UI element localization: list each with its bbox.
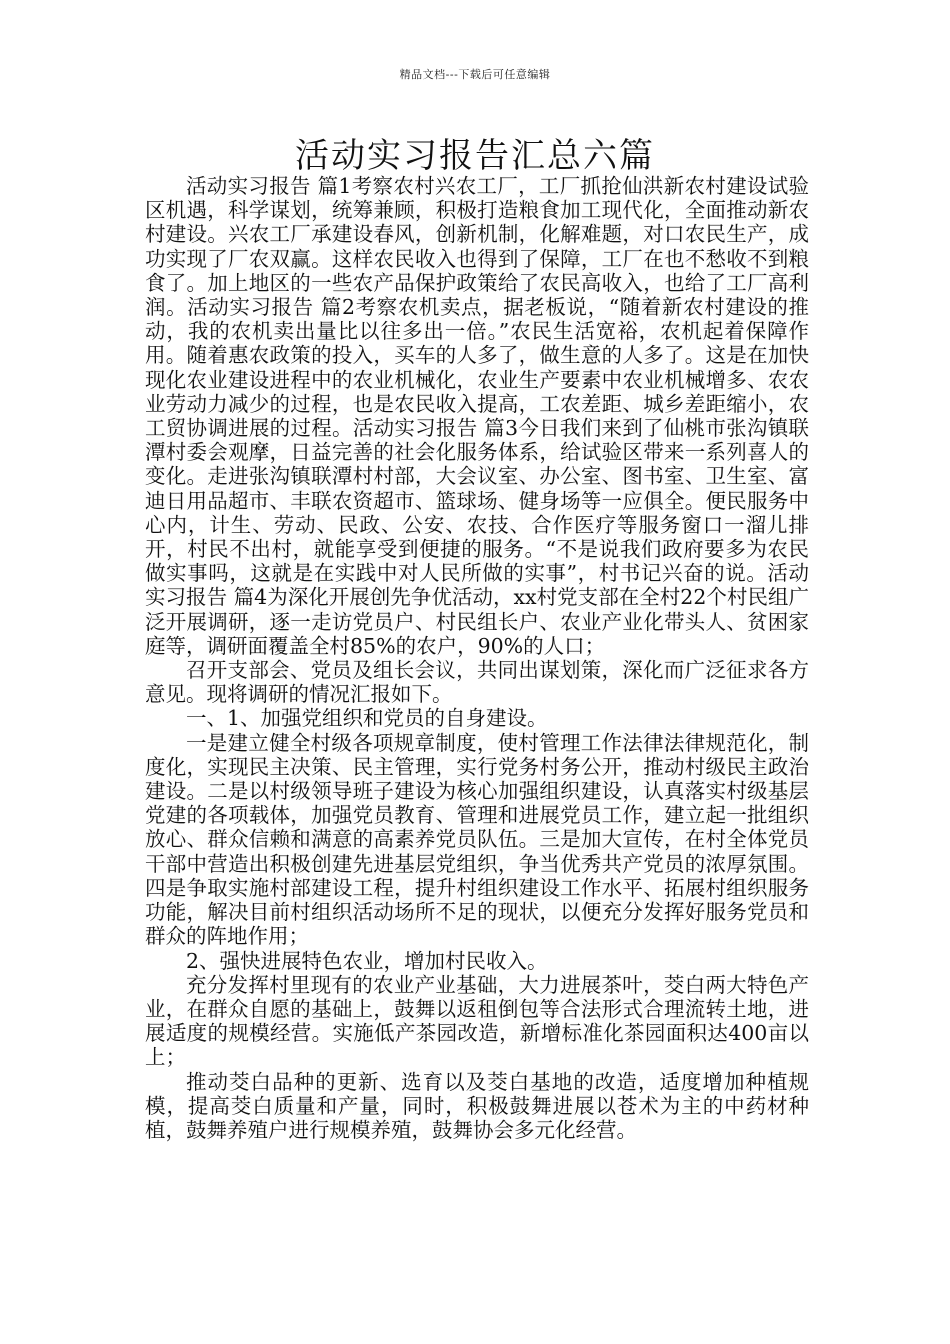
header-note: 精品文档---下载后可任意编辑: [399, 68, 551, 81]
paragraph-party-building: 一是建立健全村级各项规章制度，使村管理工作法律法律规范化，制度化，实现民主决策、民主管理，实行党务村务公开，推动村级民主政治建设。二是以村级领导班子建设为核心加强组织建设，认真落实村级基层党建的各项载体，加强党员教育、管理和进展党员工作，建立起一批组织放心、群众信赖和满意的高素养党员队伍。三是加大宣传，在村全体党员干部中营造出积极创建先进基层党组织，争当优秀共产党员的浓厚氛围。四是争取实施村部建设工程，提升村组织建设工作水平、拓展村组织服务功能，解决目前村组织活动场所不足的现状，以便充分发挥好服务党员和群众的阵地作用；: [145, 730, 809, 949]
paragraph-tea-industry: 充分发挥村里现有的农业产业基础，大力进展茶叶，茭白两大特色产业，在群众自愿的基础上，鼓舞以返租倒包等合法形式合理流转土地，进展适度的规模经营。实施低产茶园改造，新增标准化茶园面积达400亩以上；: [145, 972, 809, 1070]
section-heading-agriculture: 2、强快进展特色农业，增加村民收入。: [186, 948, 548, 973]
document-body: [145, 174, 809, 1142]
paragraph-water-bamboo: 推动茭白品种的更新、选育以及茭白基地的改造，适度增加种植规模，提高茭白质量和产量，同时，积极鼓舞进展以苍术为主的中药材种植，鼓舞养殖户进行规模养殖，鼓舞协会多元化经营。: [145, 1069, 809, 1142]
section-heading-party-building: 一、1、加强党组织和党员的自身建设。: [186, 706, 548, 731]
paragraph-reports: 活动实习报告 篇1考察农村兴农工厂，工厂抓抢仙洪新农村建设试验区机遇，科学谋划，统筹兼顾，积极打造粮食加工现代化，全面推动新农村建设。兴农工厂承建设春风，创新机制，化解难题，对口农民生产，成功实现了厂农双赢。这样农民收入也得到了保障，工厂在也不愁收不到粮食了。加上地区的一些农产品保护政策给了农民高收入，也给了工厂高利润。活动实习报告 篇2考察农机卖点，据老板说，“随着新农村建设的推动，我的农机卖出量比以往多出一倍。”农民生活宽裕，农机起着保障作用。随着惠农政策的投入，买车的人多了，做生意的人多了。这是在加快现化农业建设进程中的农业机械化，农业生产要素中农业机械增多、农农业劳动力减少的过程，也是农民收入提高，工农差距、城乡差距缩小，农工贸协调进展的过程。活动实习报告 篇3今日我们来到了仙桃市张沟镇联潭村委会观摩，日益完善的社会化服务体系，给试验区带来一系列喜人的变化。走进张沟镇联潭村村部，大会议室、办公室、图书室、卫生室、富迪日用品超市、丰联农资超市、篮球场、健身场等一应俱全。便民服务中心内，计生、劳动、民政、公安、农技、合作医疗等服务窗口一溜儿排开，村民不出村，就能享受到便捷的服务。“不是说我们政府要多为农民做实事吗，这就是在实践中对人民所做的实事”，村书记兴奋的说。活动实习报告 篇4为深化开展创先争优活动，xx村党支部在全村22个村民组广泛开展调研，逐一走访党员户、村民组长户、农业产业化带头人、贫困家庭等，调研面覆盖全村85%的农户，90%的人口；: [145, 174, 809, 658]
paragraph-meeting: 召开支部会、党员及组长会议，共同出谋划策，深化而广泛征求各方意见。现将调研的情况汇报如下。: [145, 658, 809, 707]
document-title: 活动实习报告汇总六篇: [295, 136, 655, 176]
